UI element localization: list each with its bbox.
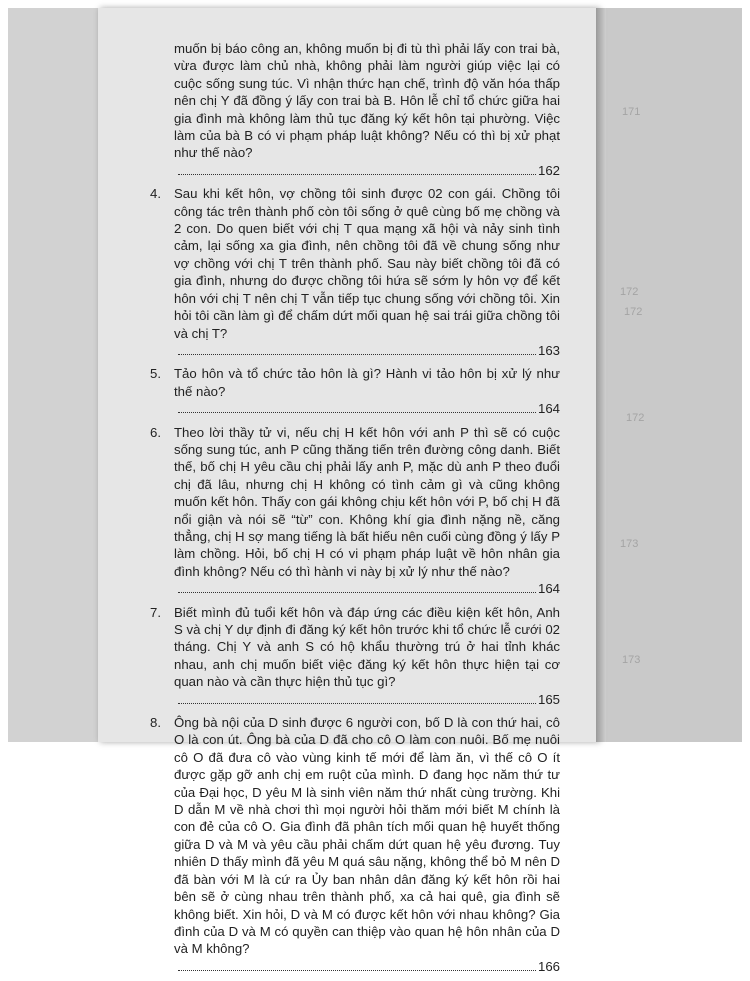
entry-number: 7. (150, 604, 161, 620)
toc-entry (90, 604, 560, 708)
entry-text: muốn bị báo công an, không muốn bị đi tù thì phải lấy con trai bà, vừa được làm chủ nhà, không phải làm người giúp việc lại có cuộc sống sung túc. Vì nhận thức hạn chế, trình độ văn hóa thấp nên chị Y đã đồng ý lấy con trai bà B. Hôn lễ chỉ tổ chức giữa hai gia đình mà không làm thủ tục đăng ký kết hôn tại phường. Việc làm của bà B có vi phạm pháp luật không? Nếu có thì bị xử phạt như thế nào? (174, 41, 560, 161)
toc-entry (90, 714, 560, 975)
entry-text: Sau khi kết hôn, vợ chồng tôi sinh được 02 con gái. Chồng tôi công tác trên thành phố còn tôi sống ở quê cùng bố mẹ chồng và 2 con. Do quen biết với chị T qua mạng xã hội và nảy sinh tình cảm, lại sống xa gia đình, nên chồng tôi đã về chung sống như vợ chồng với chị T trên thành phố. Sau này biết chồng tôi đã có gia đình, nhưng do được chồng tôi hứa sẽ sớm ly hôn vợ để kết hôn với chị T nên chị T vẫn tiếp tục chung sống với chồng tôi. Xin hỏi tôi cần làm gì để chấm dứt mối quan hệ sai trái giữa chồng tôi và chị T? (174, 186, 560, 341)
ghost-page-number: 171 (622, 106, 641, 118)
entry-page-number: 162 (537, 162, 560, 178)
toc-entry (90, 424, 560, 598)
table-of-contents (90, 40, 560, 981)
entry-page-number: 163 (537, 342, 560, 358)
toc-entry (90, 40, 560, 179)
ghost-page-number: 172 (620, 286, 639, 298)
entry-number: 4. (150, 186, 161, 202)
entry-text: Biết mình đủ tuổi kết hôn và đáp ứng các điều kiện kết hôn, Anh S và chị Y dự định đi đăng ký kết hôn trước khi tổ chức lễ cưới 02 tháng. Chị Y và anh S có hộ khẩu thường trú ở hai tỉnh khác nhau, anh chị muốn biết việc đăng ký kết hôn thực hiện tại cơ quan nào và cần thực hiện thủ tục gì? (174, 604, 560, 690)
entry-page-number: 164 (537, 401, 560, 417)
entry-number: 6. (150, 424, 161, 440)
photo-frame (8, 8, 742, 974)
facing-page (606, 8, 742, 742)
entry-text: Theo lời thầy tử vi, nếu chị H kết hôn với anh P thì sẽ có cuộc sống sung túc, anh P cũng thăng tiến trên đường công danh. Biết thế, bố chị H yêu cầu chị phải lấy anh P, mặc dù anh P theo đuổi chị đã lâu, nhưng chị H không có tình cảm gì và cũng không muốn kết hôn. Thấy con gái không chịu kết hôn với P, bố chị H đã nổi giận và nói sẽ “từ” con. Không khí gia đình nặng nề, căng thẳng, chị H sợ mang tiếng là bất hiếu nên cuối cùng đồng ý lấy P làm chồng. Hỏi, bố chị H có vi phạm pháp luật về hôn nhân gia đình không? Nếu có thì hành vi này bị xử lý như thế nào? (174, 424, 560, 579)
book-gutter (596, 8, 606, 742)
entry-page-number: 164 (537, 581, 560, 597)
entry-number: 8. (150, 715, 161, 731)
ghost-page-number: 172 (624, 306, 643, 318)
ghost-page-number: 173 (620, 538, 639, 550)
entry-text: Tảo hôn và tổ chức tảo hôn là gì? Hành vi tảo hôn bị xử lý như thế nào? (174, 366, 560, 399)
toc-entry (90, 365, 560, 417)
entry-text: Ông bà nội của D sinh được 6 người con, bố D là con thứ hai, cô O là con út. Ông bà của D đã cho cô O làm con nuôi. Bố mẹ nuôi cô O đã đưa cô vào vùng kinh tế mới để làm ăn, vì thế cô O ít được gặp gỡ anh chị em ruột của mình. D đang học năm thứ tư của Đại học, D yêu M là sinh viên năm thứ nhất cùng trường. Khi D dẫn M về nhà chơi thì mọi người hỏi thăm mới biết M chính là con đẻ của cô O. Gia đình đã phân tích mối quan hệ huyết thống giữa D và M và yêu cầu phải chấm dứt quan hệ yêu đương. Tuy nhiên D thấy mình đã yêu M quá sâu nặng, không thể bỏ M nên D đã bàn với M là cứ ra Ủy ban nhân dân đăng ký kết hôn rồi hai bên sẽ ở cùng nhau trên thành phố, xa cả hai quê, gia đình sẽ không biết. Xin hỏi, D và M có được kết hôn với nhau không? Gia đình của D và M có quyền can thiệp vào quan hệ hôn nhân của D và M không? (174, 715, 560, 957)
entry-number: 5. (150, 366, 161, 382)
toc-entry (90, 185, 560, 359)
entry-page-number: 165 (537, 691, 560, 707)
entry-page-number: 166 (537, 958, 560, 974)
ghost-page-number: 172 (626, 412, 645, 424)
ghost-page-number: 173 (622, 654, 641, 666)
